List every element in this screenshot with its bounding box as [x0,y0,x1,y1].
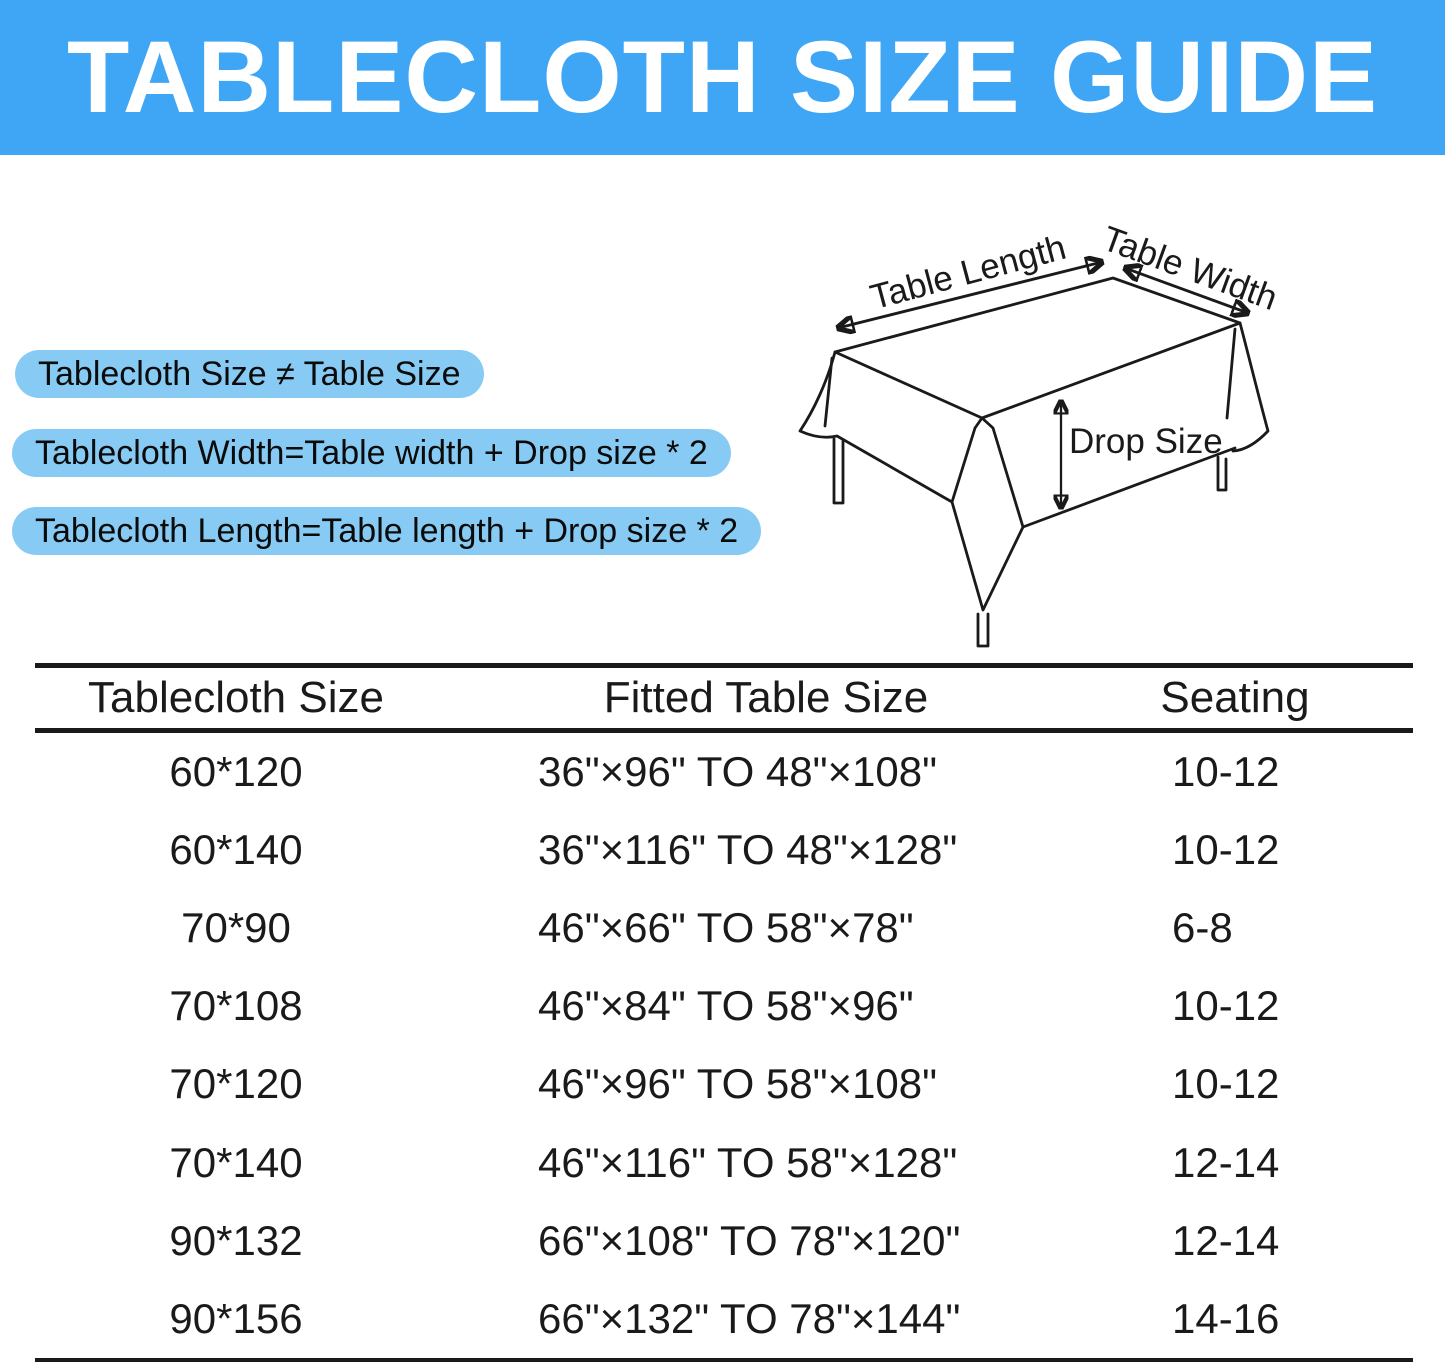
tablecloth-drawing [780,205,1445,665]
table-row [35,1123,1413,1201]
table-width-label: Table Width [1097,218,1283,319]
cell-seating: 10-12 [1172,1060,1280,1108]
size-table-header [35,668,1413,733]
note-text: Tablecloth Width=Table width + Drop size * 2 [35,433,708,472]
cell-fitted-table-size: 36"×96" TO 48"×108" [538,748,938,796]
column-header-fitted-table-size: Fitted Table Size [603,673,929,722]
note-text: Tablecloth Length=Table length + Drop size * 2 [35,511,739,550]
cell-fitted-table-size: 36"×116" TO 48"×128" [538,826,958,874]
front-table-leg [978,614,988,646]
table-row [35,1202,1413,1280]
cell-seating: 10-12 [1172,748,1280,796]
cell-tablecloth-size: 70*108 [169,982,303,1030]
cell-tablecloth-size: 90*132 [169,1216,303,1264]
cell-tablecloth-size: 70*140 [169,1138,303,1186]
left-drape [800,352,952,502]
cell-fitted-table-size: 46"×96" TO 58"×108" [538,1060,938,1108]
table-row [35,1045,1413,1123]
title-banner [0,0,1445,155]
page-title: TABLECLOTH SIZE GUIDE [66,20,1379,134]
size-table-body [35,733,1413,1362]
cell-seating: 12-14 [1172,1216,1280,1264]
cell-tablecloth-size: 60*140 [169,826,303,874]
cell-fitted-table-size: 66"×108" TO 78"×120" [538,1216,961,1264]
cell-fitted-table-size: 46"×66" TO 58"×78" [538,904,914,952]
column-header-tablecloth-size: Tablecloth Size [88,673,384,722]
cell-tablecloth-size: 70*90 [181,904,291,952]
note-text: Tablecloth Size ≠ Table Size [38,354,461,393]
table-row [35,889,1413,967]
right-drape-crease [1227,329,1235,418]
cell-seating: 10-12 [1172,982,1280,1030]
table-row [35,1280,1413,1358]
note-size-inequality [15,350,484,398]
cell-seating: 12-14 [1172,1138,1280,1186]
note-length-formula [12,507,761,555]
right-table-leg [1218,457,1226,490]
left-table-leg [834,439,843,503]
column-header-seating: Seating [1160,673,1310,722]
cell-fitted-table-size: 66"×132" TO 78"×144" [538,1294,961,1342]
table-row [35,811,1413,889]
table-length-label: Table Length [866,227,1070,318]
tablecloth-diagram [780,205,1445,665]
drop-size-label: Drop Size [1069,422,1223,461]
cell-fitted-table-size: 46"×116" TO 58"×128" [538,1138,958,1186]
note-width-formula [12,429,731,477]
cell-tablecloth-size: 60*120 [169,748,303,796]
cell-seating: 6-8 [1172,904,1233,952]
cell-seating: 10-12 [1172,826,1280,874]
right-drape [1233,323,1268,451]
cell-tablecloth-size: 70*120 [169,1060,303,1108]
size-table [35,663,1413,1362]
left-drape-crease [825,358,832,426]
cell-tablecloth-size: 90*156 [169,1294,303,1342]
cell-seating: 14-16 [1172,1294,1280,1342]
table-row [35,733,1413,811]
table-row [35,967,1413,1045]
cell-fitted-table-size: 46"×84" TO 58"×96" [538,982,914,1030]
front-corner-flap [952,418,1023,610]
